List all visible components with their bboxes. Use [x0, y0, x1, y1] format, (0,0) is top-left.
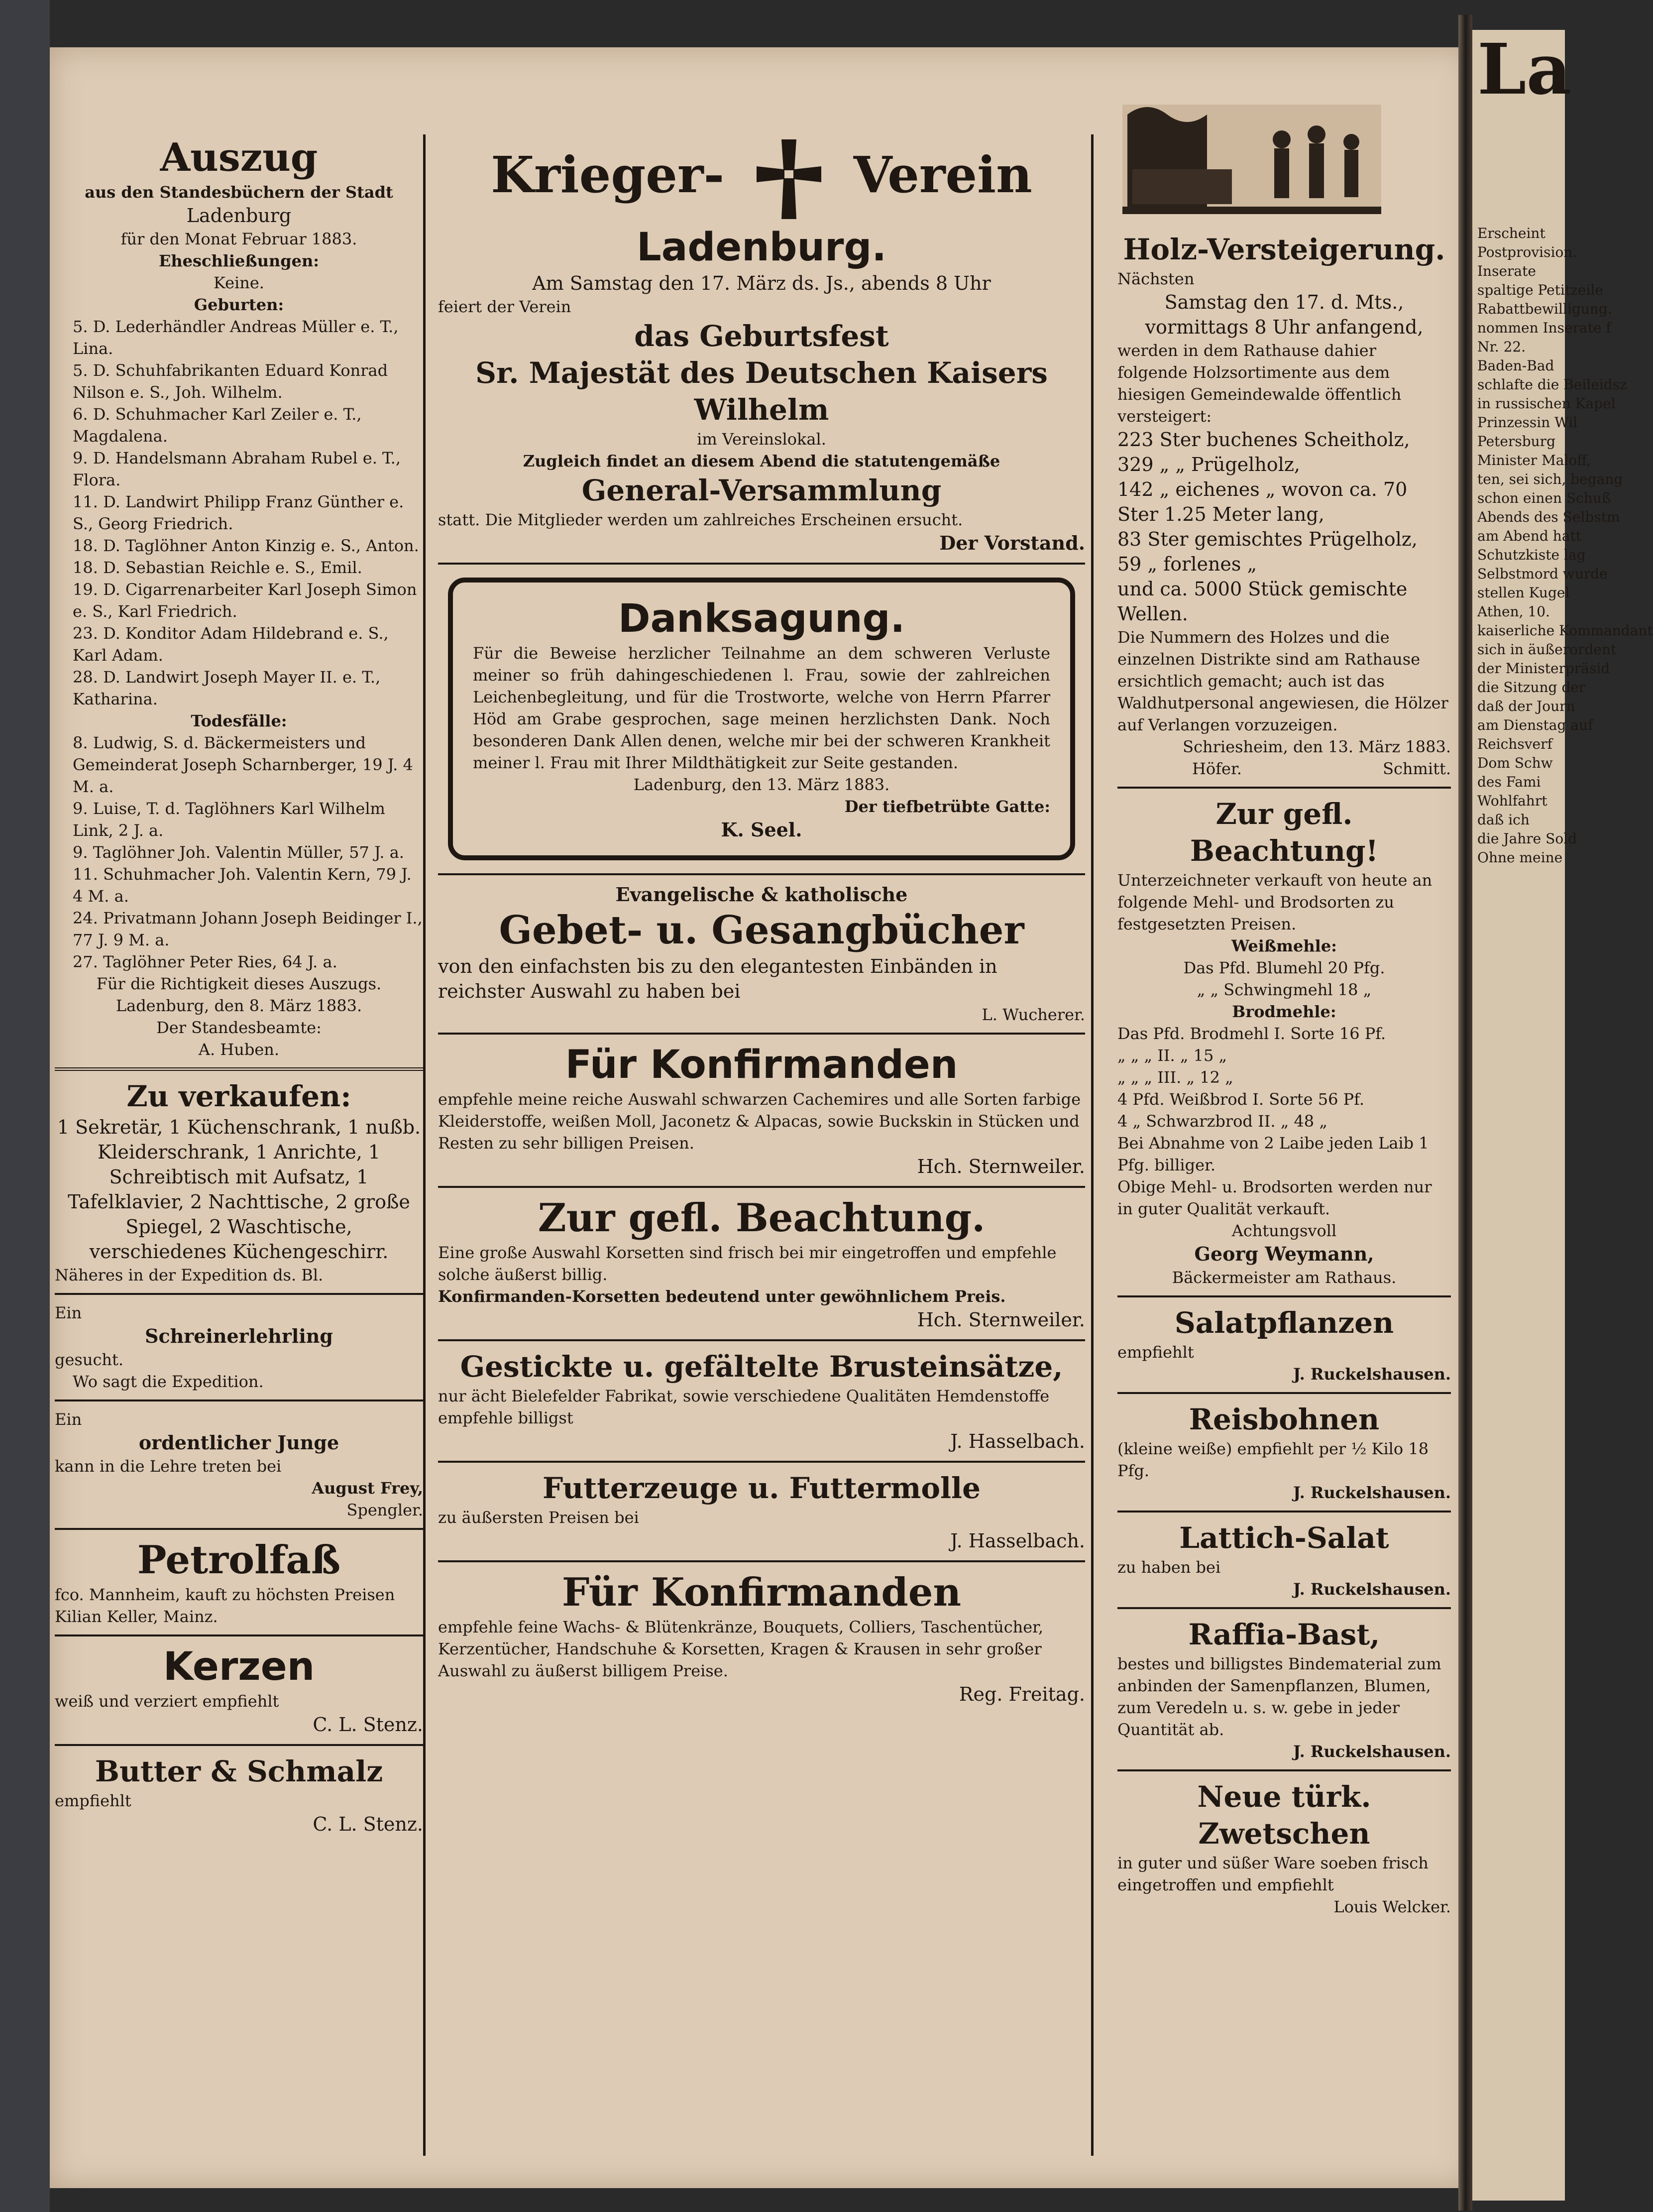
list-item: Postprovision.: [1477, 244, 1577, 260]
ad-text: das Geburtsfest: [634, 319, 889, 353]
ad-body: nur ächt Bielefelder Fabrikat, sowie verschiedene Qualitäten Hemdenstoffe empfehle billigst: [438, 1387, 1050, 1427]
standesamt-notice: [55, 134, 423, 1060]
ad-title: Gestickte u. gefältelte Brusteinsätze,: [460, 1350, 1063, 1384]
ad-signature: Schmitt.: [1383, 759, 1451, 778]
divider: [1117, 1607, 1451, 1609]
list-item: stellen Kugel: [1477, 584, 1570, 601]
ad-date: Ladenburg, den 13. März 1883.: [633, 775, 890, 794]
column-3: [1117, 95, 1451, 1918]
ad-signature: J. Hasselbach.: [950, 1530, 1085, 1552]
list-item: Selbstmord wurde: [1477, 566, 1608, 582]
adjacent-page-text: [1472, 224, 1653, 867]
ad-petrolfass: [55, 1537, 423, 1628]
ad-signature: L. Wucherer.: [982, 1005, 1085, 1024]
births-list: [55, 316, 423, 710]
ad-text: feiert der Verein: [438, 297, 571, 316]
list-item: 142 „ eichenes „ wovon ca. 70 Ster 1.25 Meter lang,: [1117, 478, 1408, 525]
ad-krieger-verein: [438, 134, 1085, 556]
ad-greeting: Achtungsvoll: [1231, 1221, 1337, 1240]
ad-signature: Hch. Sternweiler.: [917, 1156, 1085, 1177]
ad-title: Zur gefl. Beachtung!: [1190, 797, 1379, 868]
list-item: Athen, 10.: [1477, 603, 1550, 620]
ad-body: Konfirmanden-Korsetten bedeutend unter gewöhnlichem Preis.: [438, 1287, 1006, 1306]
list-item: 19. D. Cigarrenarbeiter Karl Joseph Simon e. S., Karl Friedrich.: [73, 580, 417, 621]
ad-signature: J. Ruckelshausen.: [1293, 1580, 1451, 1599]
ad-title: Neue türk. Zwetschen: [1197, 1780, 1371, 1851]
section-heading: Eheschließungen:: [158, 251, 320, 270]
ad-zu-verkaufen: [55, 1078, 423, 1286]
list-item: daß ich: [1477, 812, 1530, 828]
ad-title: Für Konfirmanden: [565, 1043, 958, 1087]
ad-text: zu haben bei: [1117, 1558, 1221, 1577]
ad-text: Wo sagt die Expedition.: [73, 1372, 264, 1391]
divider: [55, 1067, 423, 1071]
divider: [438, 1033, 1085, 1035]
ad-title: Petrolfaß: [137, 1537, 341, 1583]
scan-background: [0, 0, 50, 2212]
ad-text: Nächsten: [1117, 269, 1195, 288]
ad-junge: [55, 1408, 423, 1521]
ad-schreinerlehrling: [55, 1302, 423, 1393]
ad-signature: Reg. Freitag.: [959, 1683, 1085, 1705]
ad-signature: Der tiefbetrübte Gatte:: [844, 797, 1050, 816]
ad-text: empfiehlt: [1117, 1343, 1194, 1362]
list-item: 18. D. Sebastian Reichle e. S., Emil.: [73, 558, 362, 577]
divider: [1117, 1295, 1451, 1297]
ad-text: im Vereinslokal.: [697, 430, 826, 449]
divider: [55, 1744, 423, 1746]
ad-signature: C. L. Stenz.: [313, 1714, 423, 1736]
ad-text: General-Versammlung: [581, 473, 942, 507]
list-item: 27. Taglöhner Peter Ries, 64 J. a.: [73, 952, 337, 971]
list-item: 9. Taglöhner Joh. Valentin Müller, 57 J. a.: [73, 843, 404, 862]
ad-body: fco. Mannheim, kauft zu höchsten Preisen Kilian Keller, Mainz.: [55, 1585, 395, 1626]
ad-signature: J. Ruckelshausen.: [1293, 1742, 1451, 1761]
adjacent-masthead: La: [1477, 29, 1572, 111]
ad-body: 1 Sekretär, 1 Küchenschrank, 1 nußb. Kleiderschrank, 1 Anrichte, 1 Schreibtisch mit Aufsatz, 1 Tafelklavier, 2 Nachttische, 2 große Spiegel, 2 Waschtische, verschiedenes Küchengeschirr.: [57, 1116, 421, 1263]
list-item: 6. D. Schuhmacher Karl Zeiler e. T., Magdalena.: [73, 405, 362, 446]
price-line: 4 „ Schwarzbrod II. „ 48 „: [1117, 1112, 1327, 1131]
divider: [1117, 1511, 1451, 1513]
list-item: nommen Inserate f: [1477, 320, 1611, 336]
list-item: die Jahre Sold: [1477, 830, 1577, 847]
divider: [1117, 1392, 1451, 1394]
list-item: in russischen Kapel: [1477, 395, 1616, 412]
list-item: die Sitzung der: [1477, 679, 1586, 696]
ad-salatpflanzen: [1117, 1304, 1451, 1385]
ad-place: Ladenburg.: [637, 225, 886, 270]
ad-brusteinsaetze: [438, 1348, 1085, 1454]
ad-text: Am Samstag den 17. März ds. Js., abends 8 Uhr: [532, 272, 991, 294]
ad-body: in guter und süßer Ware soeben frisch eingetroffen und empfiehlt: [1117, 1854, 1429, 1894]
ad-title: Danksagung.: [618, 596, 905, 641]
list-item: Rabattbewilligung.: [1477, 301, 1612, 317]
notice-title: Auszug: [160, 135, 318, 180]
list-item: Schutzkiste lag: [1477, 547, 1586, 563]
ad-title: Für Konfirmanden: [561, 1570, 962, 1615]
list-item: Baden-Bad: [1477, 357, 1554, 374]
column-1: [55, 95, 423, 1837]
list-item: 9. D. Handelsmann Abraham Rubel e. T., Flora.: [73, 449, 401, 489]
ad-body: Unterzeichneter verkauft von heute an folgende Mehl- und Brodsorten zu festgesetzten Preisen.: [1117, 871, 1433, 933]
ad-signature: Bäckermeister am Rathaus.: [1172, 1268, 1397, 1287]
list-item: Petersburg: [1477, 433, 1555, 450]
divider: [438, 1186, 1085, 1188]
divider: [55, 1528, 423, 1530]
ad-text: Zugleich findet an diesem Abend die statutengemäße: [523, 452, 1000, 470]
ad-body: Eine große Auswahl Korsetten sind frisch bei mir eingetroffen und empfehle solche äußerst billig.: [438, 1243, 1057, 1284]
list-item: schon einen Schuß: [1477, 490, 1611, 506]
ad-body: empfehle feine Wachs- & Blütenkränze, Bouquets, Colliers, Taschentücher, Kerzentücher, Handschuhe & Korsetten, Kragen & Krausen in sehr großer Auswahl zu äußerst billigem Preise.: [438, 1618, 1044, 1680]
list-item: sich in äußerordent: [1477, 641, 1617, 658]
official-name: A. Huben.: [198, 1040, 280, 1059]
section-text: Keine.: [214, 273, 264, 292]
price-line: Das Pfd. Brodmehl I. Sorte 16 Pf.: [1117, 1024, 1386, 1043]
list-item: 329 „ „ Prügelholz,: [1117, 454, 1300, 475]
title-part: Verein: [853, 145, 1032, 204]
ad-pre: Evangelische & katholische: [615, 883, 908, 906]
list-item: daß der Journ: [1477, 698, 1575, 714]
ad-signature: J. Hasselbach.: [950, 1430, 1085, 1452]
ad-signature: J. Ruckelshausen.: [1293, 1483, 1451, 1502]
ad-signature: Louis Welcker.: [1333, 1897, 1451, 1916]
ad-text: weiß und verziert empfiehlt: [55, 1692, 279, 1711]
ad-reisbohnen: [1117, 1401, 1451, 1504]
list-item: Inserate: [1477, 263, 1536, 279]
list-item: ten, sei sich, begang: [1477, 471, 1623, 487]
list-item: Ohne meine: [1477, 849, 1563, 866]
ad-signature: Spengler.: [346, 1501, 423, 1519]
list-item: 59 „ forlenes „: [1117, 553, 1257, 575]
list-item: Minister Maloff,: [1477, 452, 1591, 468]
price-line: „ „ „ II. „ 15 „: [1117, 1046, 1227, 1065]
ad-signature: Hch. Sternweiler.: [917, 1309, 1085, 1331]
list-item: 5. D. Lederhändler Andreas Müller e. T., Lina.: [73, 317, 399, 358]
ad-body: empfehle meine reiche Auswahl schwarzen Cachemires und alle Sorten farbige Kleiderstoffe, weißen Moll, Jaconetz & Alpacas, sowie Buckskin in Stücken und Resten zu sehr billigen Preisen.: [438, 1090, 1081, 1153]
list-item: 11. Schuhmacher Joh. Valentin Kern, 79 J. 4 M. a.: [73, 865, 412, 906]
column-2: [438, 95, 1085, 1707]
ad-text: statt. Die Mitglieder werden um zahlreiches Erscheinen ersucht.: [438, 510, 963, 529]
ad-signature: C. L. Stenz.: [313, 1813, 423, 1835]
column-rule: [1091, 134, 1094, 2156]
divider: [1117, 1769, 1451, 1771]
list-item: Abends des Selbstm: [1477, 509, 1620, 525]
ad-body: von den einfachsten bis zu den elegantesten Einbänden in reichster Auswahl zu haben bei: [438, 955, 997, 1002]
ad-title: ordentlicher Junge: [138, 1431, 339, 1454]
deaths-list: [55, 732, 423, 973]
ad-text: Samstag den 17. d. Mts.,: [1164, 291, 1404, 313]
list-item: der Ministerpräsid: [1477, 660, 1610, 677]
list-item: Erscheint: [1477, 225, 1545, 241]
ad-title: [438, 134, 1085, 224]
list-item: Wohlfahrt: [1477, 793, 1547, 809]
ad-signature: August Frey,: [312, 1479, 423, 1498]
list-item: Reichsverf: [1477, 736, 1552, 752]
divider: [55, 1293, 423, 1295]
ad-title: Raffia-Bast,: [1188, 1618, 1380, 1651]
ad-body: bestes und billigstes Bindematerial zum anbinden der Samenpflanzen, Blumen, zum Veredeln u. s. w. gebe in jeder Quantität ab.: [1117, 1654, 1441, 1739]
section-heading: Todesfälle:: [191, 711, 287, 730]
iron-cross-icon: [752, 134, 826, 224]
ad-title: Holz-Versteigerung.: [1123, 233, 1445, 266]
list-item: 83 Ster gemischtes Prügelholz,: [1117, 528, 1418, 550]
ad-text: Obige Mehl- u. Brodsorten werden nur in guter Qualität verkauft.: [1117, 1177, 1432, 1218]
price-line: Das Pfd. Blumehl 20 Pfg.: [1183, 958, 1385, 977]
ad-signature: Höfer.: [1192, 759, 1242, 778]
notice-month: für den Monat Februar 1883.: [120, 230, 357, 248]
ad-signature-row: [1117, 758, 1451, 780]
ad-signature: J. Ruckelshausen.: [1293, 1365, 1451, 1384]
ad-pre: Ein: [55, 1303, 82, 1322]
ad-title: Zur gefl. Beachtung.: [538, 1195, 986, 1241]
list-item: kaiserliche Kommandant: [1477, 622, 1653, 639]
notice-town: Ladenburg: [186, 205, 292, 227]
official-title: Der Standesbeamte:: [156, 1018, 322, 1037]
notice-subtitle: aus den Standesbüchern der Stadt: [85, 183, 393, 202]
ad-zwetschen: [1117, 1778, 1451, 1918]
ad-mehl-brod: [1117, 796, 1451, 1288]
list-item: Prinzessin Wil: [1477, 414, 1578, 431]
ad-text: vormittags 8 Uhr anfangend,: [1145, 316, 1424, 338]
ad-fuer-konfirmanden-2: [438, 1569, 1085, 1707]
ad-kerzen: [55, 1643, 423, 1737]
certification: Für die Richtigkeit dieses Auszugs.: [96, 974, 382, 993]
list-item: 28. D. Landwirt Joseph Mayer II. e. T., Katharina.: [73, 668, 381, 708]
divider: [438, 563, 1085, 565]
price-line: „ „ Schwingmehl 18 „: [1197, 980, 1372, 999]
ad-pre: Ein: [55, 1410, 82, 1429]
list-item: spaltige Petitzeile: [1477, 282, 1603, 298]
wood-list: [1117, 427, 1451, 626]
adjacent-page: [1472, 29, 1653, 2201]
list-item: Dom Schw: [1477, 755, 1553, 771]
ad-title: Kerzen: [163, 1644, 315, 1689]
ad-danksagung: [448, 578, 1075, 860]
ad-body: Die Nummern des Holzes und die einzelnen Distrikte sind am Rathause ersichtlich gemacht; auch ist das Waldhutpersonal angewiesen, die Hölzer auf Verlangen vorzuzeigen.: [1117, 628, 1448, 734]
ad-footer: Näheres in der Expedition ds. Bl.: [55, 1266, 324, 1284]
ad-holz-versteigerung: [1117, 231, 1451, 780]
list-item: des Fami: [1477, 774, 1541, 790]
list-item: 23. D. Konditor Adam Hildebrand e. S., Karl Adam.: [73, 624, 389, 665]
list-item: 18. D. Taglöhner Anton Kinzig e. S., Anton.: [73, 536, 419, 555]
ad-signature: Georg Weymann,: [1194, 1243, 1374, 1265]
notice-date: Ladenburg, den 8. März 1883.: [115, 996, 362, 1015]
price-line: „ „ „ III. „ 12 „: [1117, 1068, 1233, 1087]
ad-gebetbuecher: [438, 882, 1085, 1026]
section-heading: Geburten:: [194, 295, 284, 314]
ad-text: Bei Abnahme von 2 Laibe jeden Laib 1 Pfg. billiger.: [1117, 1134, 1429, 1174]
ad-title: Reisbohnen: [1189, 1402, 1380, 1436]
ad-lattich-salat: [1117, 1519, 1451, 1600]
ad-text: kann in die Lehre treten bei: [55, 1457, 282, 1476]
price-line: 4 Pfd. Weißbrod I. Sorte 56 Pf.: [1117, 1090, 1364, 1109]
ad-zur-gefl-beachtung: [438, 1195, 1085, 1332]
ad-signature: K. Seel.: [721, 818, 802, 841]
list-item: und ca. 5000 Stück gemischte Wellen.: [1117, 578, 1408, 625]
ad-title: Lattich-Salat: [1179, 1521, 1389, 1555]
ad-title: Gebet- u. Gesangbücher: [499, 908, 1024, 953]
ad-title: Zu verkaufen:: [126, 1079, 351, 1113]
ad-body: (kleine weiße) empfiehlt per ½ Kilo 18 Pfg.: [1117, 1439, 1429, 1480]
list-item: 9. Luise, T. d. Taglöhners Karl Wilhelm Link, 2 J. a.: [73, 799, 385, 840]
ad-title: Futterzeuge u. Futtermolle: [543, 1471, 981, 1505]
list-item: schlafte die Beileidsz: [1477, 376, 1627, 393]
ad-text: empfiehlt: [55, 1791, 131, 1810]
ad-title: Butter & Schmalz: [95, 1754, 383, 1788]
ad-fuer-konfirmanden-1: [438, 1042, 1085, 1179]
ad-futterzeuge: [438, 1470, 1085, 1553]
ad-body: Für die Beweise herzlicher Teilnahme an dem schweren Verluste meiner so früh dahingeschiedenen l. Frau, sowie der zahlreichen Leichenbegleitung, und für die Trostworte, welche von Herrn Pfarrer Höd am Grabe gesprochen, sage meinen herzlichsten Dank. Noch besonderen Dank Allen denen, welche mir bei der schweren Krankheit meiner l. Frau mit Ihrer Mildthätigkeit zur Seite gestanden.: [473, 644, 1050, 772]
ad-text: werden in dem Rathause dahier folgende Holzsortimente aus dem hiesigen Gemeindewalde öffentlich versteigert:: [1117, 341, 1402, 426]
divider: [438, 1339, 1085, 1341]
ad-body: zu äußersten Preisen bei: [438, 1508, 639, 1527]
column-rule: [423, 134, 426, 2156]
list-item: 5. D. Schuhfabrikanten Eduard Konrad Nilson e. S., Joh. Wilhelm.: [73, 361, 388, 402]
list-item: Nr. 22.: [1477, 339, 1526, 355]
ad-butter: [55, 1753, 423, 1837]
divider: [438, 1560, 1085, 1562]
book-gutter: [1458, 15, 1472, 2211]
divider: [55, 1399, 423, 1401]
ad-signature: Der Vorstand.: [939, 532, 1085, 554]
woodcutters-engraving-icon: [1117, 95, 1386, 224]
list-item: am Abend hatt: [1477, 528, 1581, 544]
divider: [438, 1461, 1085, 1463]
ad-raffia-bast: [1117, 1616, 1451, 1762]
ad-title: Schreinerlehrling: [145, 1325, 333, 1347]
ad-date: Schriesheim, den 13. März 1883.: [1183, 737, 1451, 756]
ad-title: Salatpflanzen: [1174, 1306, 1394, 1340]
ad-text: Sr. Majestät des Deutschen Kaisers Wilhelm: [475, 356, 1048, 427]
title-part: Krieger-: [491, 145, 725, 204]
list-item: 24. Privatmann Johann Joseph Beidinger I., 77 J. 9 M. a.: [73, 909, 423, 949]
divider: [1117, 787, 1451, 789]
section-heading: Weißmehle:: [1231, 936, 1337, 955]
section-heading: Brodmehle:: [1232, 1002, 1336, 1021]
list-item: 223 Ster buchenes Scheitholz,: [1117, 429, 1410, 451]
list-item: 11. D. Landwirt Philipp Franz Günther e. S., Georg Friedrich.: [73, 492, 404, 533]
ad-text: gesucht.: [55, 1350, 124, 1369]
divider: [438, 873, 1085, 875]
list-item: am Dienstag auf: [1477, 717, 1593, 733]
divider: [55, 1634, 423, 1636]
list-item: 8. Ludwig, S. d. Bäckermeisters und Gemeinderat Joseph Scharnberger, 19 J. 4 M. a.: [73, 733, 413, 796]
